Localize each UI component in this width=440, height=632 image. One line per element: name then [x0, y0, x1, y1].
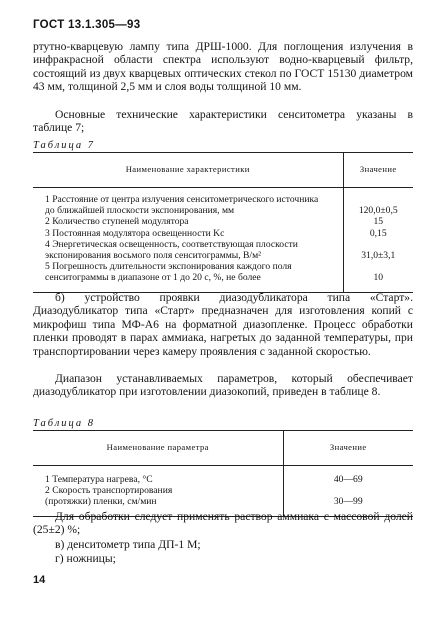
table-row	[33, 194, 413, 216]
paragraph-ammonia: Для обработки следует применять раствор аммиака с массовой долей (25±2) %;	[33, 510, 413, 537]
table7	[33, 152, 413, 293]
table7-row2-value: 15	[343, 216, 413, 227]
table8-row1-name: 1 Температура нагрева, °С	[45, 474, 153, 485]
paragraph-parameters: Диапазон устанавливаемых параметров, который обеспечивает диазодубликатор при изготовлении диазокопий, приведен в таблице 8.	[33, 372, 413, 399]
table8-header-name: Наименование параметра	[33, 431, 283, 466]
table-row	[33, 216, 413, 227]
paragraph-dublicator: б) устройство проявки диазодубликатора типа «Старт». Диазодубликатор типа «Старт» предназначен для изготовления копий с микрофиш типа МФ-А6 на форматной диазопленке. Процесс обработки пленки проводят в парах аммиака, нагретых до заданной температуры, при транспортировании через камеру проявления с заданной скоростью.	[33, 291, 413, 358]
table7-row5-name: 5 Погрешность длительности экспонирования каждого поля сенситограммы в диапазоне от 1 до 20 с, %, не более	[45, 261, 292, 284]
page-number: 14	[33, 574, 46, 586]
table7-row4-name: 4 Энергетическая освещенность, соответствующая плоскости экспонирования восьмого поля сенситограммы, В/м²	[45, 238, 298, 262]
table-row	[33, 474, 413, 485]
table8-caption: Таблица 8	[33, 418, 96, 429]
table8-row2-value: 30—99	[283, 485, 413, 516]
table-row	[33, 228, 413, 239]
table7-row3-name: 3 Постоянная модулятора освещенности Kс	[45, 227, 225, 239]
table7-row4-value: 31,0±3,1	[343, 239, 413, 261]
list-item-densitometer: в) денситометр типа ДП-1 М;	[55, 538, 201, 551]
table8	[33, 430, 413, 517]
table8-row1-value: 40—69	[283, 474, 413, 485]
list-item-scissors: г) ножницы;	[55, 552, 116, 565]
table7-header-value: Значение	[343, 153, 413, 188]
paragraph-lamp: ртутно-кварцевую лампу типа ДРШ-1000. Для поглощения излучения в инфракрасной области спектра используют водно-кварцевый фильтр, состоящий из двух кварцевых оптических стекол по ГОСТ 15130 диаметром 43 мм, толщиной 2,5 мм и слоя воды толщиной 10 мм.	[33, 40, 413, 94]
table7-header-name: Наименование характеристики	[33, 153, 343, 188]
standard-header: ГОСТ 13.1.305—93	[33, 19, 141, 31]
table7-row5-value: 10	[343, 261, 413, 292]
table8-row2-name: 2 Скорость транспортирования (протяжки) пленки, см/мин	[45, 485, 173, 508]
table-row	[33, 261, 413, 292]
paragraph-characteristics-intro: Основные технические характеристики сенситометра указаны в таблице 7;	[33, 108, 413, 135]
table8-header-value: Значение	[283, 431, 413, 466]
table7-row1-value: 120,0±0,5	[343, 194, 413, 216]
table7-caption: Таблица 7	[33, 140, 96, 151]
table7-row2-name: 2 Количество ступеней модулятора	[45, 216, 189, 228]
table7-row1-name: 1 Расстояние от центра излучения сенситометрического источника до ближайшей плоскости экспонирования, мм	[45, 194, 319, 217]
table7-row3-value: 0,15	[343, 228, 413, 239]
table-row	[33, 239, 413, 261]
